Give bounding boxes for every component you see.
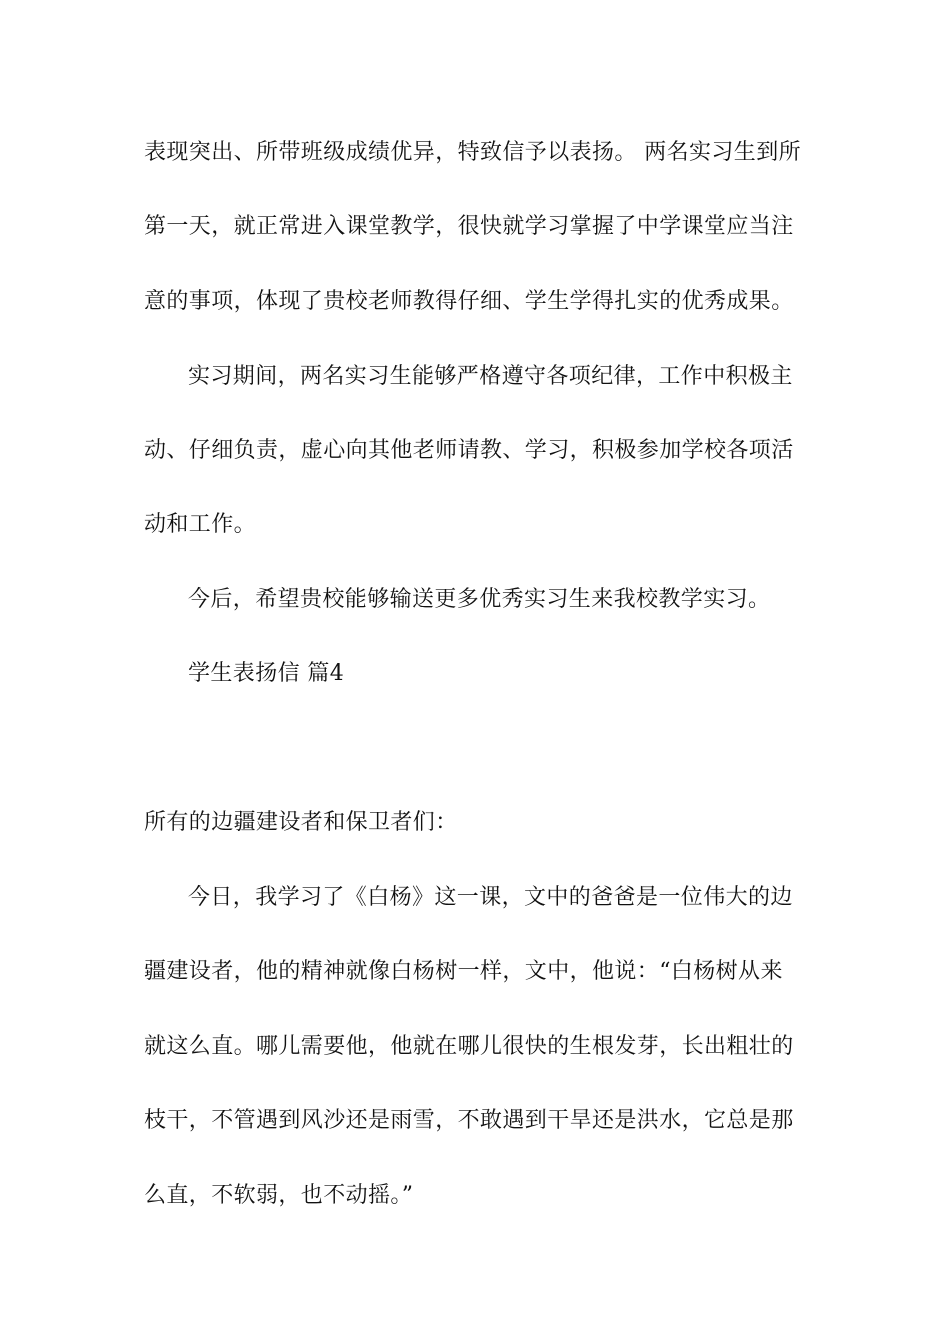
text-line: 表现突出、所带班级成绩优异，特致信予以表扬。 两名实习生到所 (144, 140, 801, 165)
salutation: 所有的边疆建设者和保卫者们： (144, 810, 458, 835)
paragraph-first-line: 今后，希望贵校能够输送更多优秀实习生来我校教学实习。 (188, 587, 771, 612)
text-line: 就这么直。哪儿需要他，他就在哪儿很快的生根发芽，长出粗壮的 (144, 1034, 794, 1059)
text-line: 么直，不软弱，也不动摇。” (144, 1183, 414, 1208)
text-line: 意的事项，体现了贵校老师教得仔细、学生学得扎实的优秀成果。 (144, 289, 794, 314)
paragraph-first-line: 实习期间，两名实习生能够严格遵守各项纪律，工作中积极主 (188, 364, 793, 389)
text-line: 疆建设者，他的精神就像白杨树一样，文中，他说：“白杨树从来 (144, 959, 783, 984)
text-line: 第一天，就正常进入课堂教学，很快就学习掌握了中学课堂应当注 (144, 214, 794, 239)
text-line: 枝干，不管遇到风沙还是雨雪，不敢遇到干旱还是洪水，它总是那 (144, 1108, 794, 1133)
paragraph-first-line: 今日，我学习了《白杨》这一课，文中的爸爸是一位伟大的边 (188, 885, 793, 910)
text-line: 动、仔细负责，虚心向其他老师请教、学习，积极参加学校各项活 (144, 438, 794, 463)
section-heading: 学生表扬信 篇4 (188, 661, 345, 686)
text-line: 动和工作。 (144, 512, 257, 537)
